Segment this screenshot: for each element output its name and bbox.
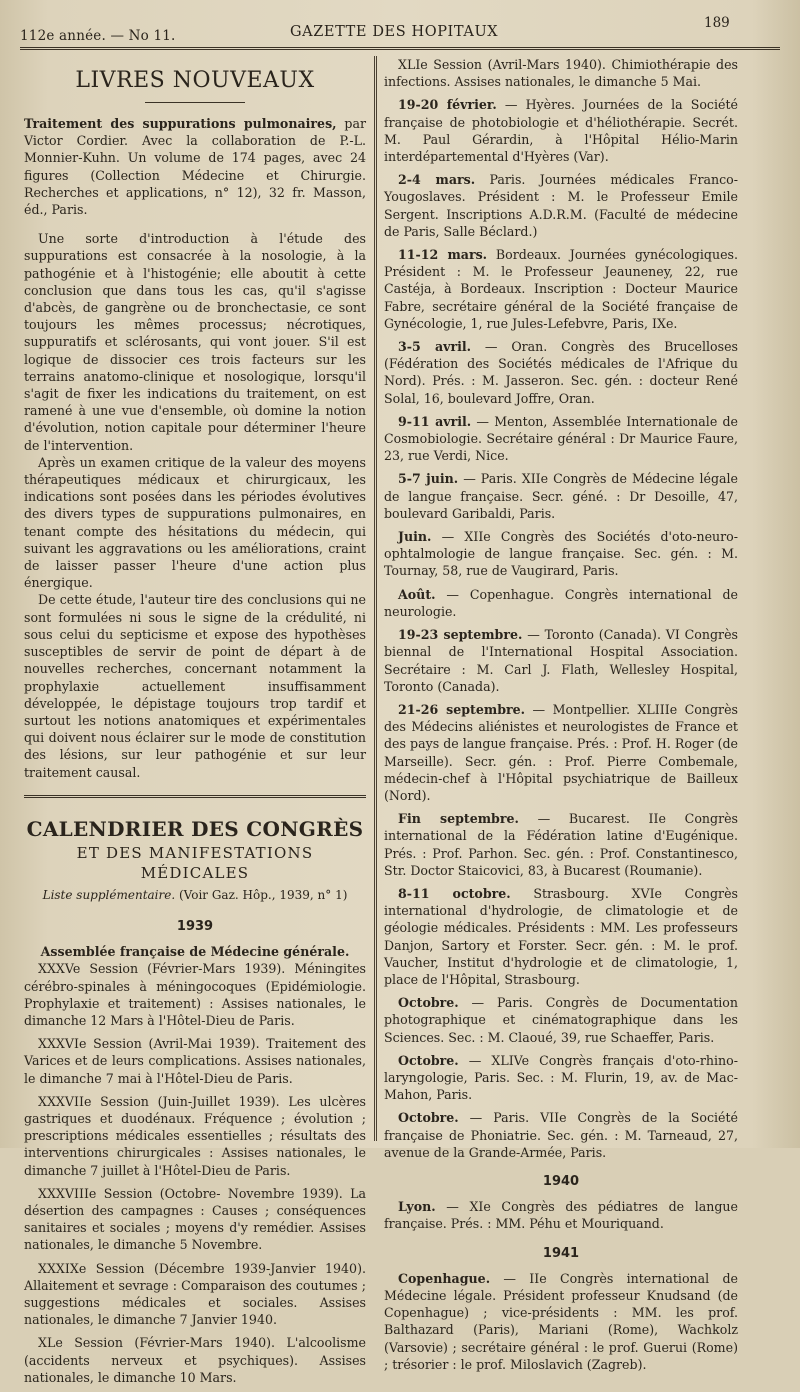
session-entry: XXXVIIe Session (Juin-Juillet 1939). Les ulcères gastriques et duodénaux. Fréquence ; évolution ; prescriptions médicales essentielles ; résultats des interventions chirurgicales : Assises nationales, le dimanche 7 juillet à l'Hôtel-Dieu de Paris.: [24, 1093, 366, 1178]
section-rule: [24, 795, 366, 801]
event-entry: 9-11 avril. — Menton, Assemblée Internationale de Cosmobiologie. Secrétaire général : Dr Maurice Faure, 23, rue Verdi, Nice.: [384, 413, 739, 464]
session-entry: XXXVIIIe Session (Octobre- Novembre 1939). La désertion des campagnes : Causes ; conséquences sanitaires et sociales ; moyens d'y remédier. Assises nationales, le dimanche 5 Novembre.: [24, 1185, 366, 1253]
year-heading: 1939: [176, 918, 214, 934]
event-entry: 19-20 février. — Hyères. Journées de la Société française de photobiologie et d'héliothérapie. Secrét. M. Paul Gérardin, à l'Hôpital Hélio-Marin interdépartemental d'Hyères (Var).: [384, 97, 738, 165]
event-entry: Octobre. — XLIVe Congrès français d'oto-rhino-laryngologie, Paris. Sec. : M. Flurin, 19, av. de Mac-Mahon, Paris.: [384, 1052, 738, 1103]
event-entry: Copenhague. — IIe Congrès international de Médecine légale. Président professeur Knudsand (de Copenhague) ; vice-présidents : MM. les prof. Balthazard (Paris), Mariani (Rome), Wachkolz (Varsovie) ; secrétaire général : le prof. Guerui (Rome) ; trésorier : le prof. Miloslavich (Zagreb).: [384, 1270, 738, 1372]
left-column: [24, 58, 366, 1392]
event-entry: 3-5 avril. — Oran. Congrès des Brucelloses (Fédération des Sociétés médicales de l'Afrique du Nord). Prés. : M. Jasseron. Sec. gén. : docteur René Solal, 16, boulevard Joffre, Oran.: [384, 339, 739, 406]
column-divider: [374, 56, 377, 1141]
event-entry: 5-7 juin. — Paris. XIIe Congrès de Médecine légale de langue française. Secr. géné. : Dr Desoille, 47, boulevard Garibaldi, Paris.: [384, 471, 738, 521]
events-1939-list: [384, 96, 738, 1161]
books-section-title: LIVRES NOUVEAUX: [75, 68, 315, 93]
year-heading: 1940: [542, 1173, 580, 1189]
review-paragraph: Après un examen critique de la valeur des moyens thérapeutiques médicaux et chirurgicaux, les indications sont posées dans les périodes évolutives des divers types de suppurations pulmonaires, en tenant compte des hésitations du médecin, qui suivant les aggravations ou les améliorations, craint de laisser passer l'heure d'une action plus énergique.: [24, 454, 366, 591]
session-entry: XXXIXe Session (Décembre 1939-Janvier 1940). Allaitement et sevrage : Comparaison des coutumes ; suggestions médicales et sociales. Assises nationales, le dimanche 7 Janvier 1940.: [24, 1260, 366, 1328]
header-rule: [20, 47, 780, 53]
event-entry: Octobre. — Paris. VIIe Congrès de la Société française de Phoniatrie. Sec. gén. : M. Tarneaud, 27, avenue de la Grande-Armée, Paris.: [384, 1110, 738, 1160]
session-entry: XLe Session (Février-Mars 1940). L'alcoolisme (accidents nerveux et psychiques). Assises nationales, le dimanche 10 Mars.: [24, 1335, 366, 1385]
title-rule: [145, 102, 245, 103]
event-entry: Juin. — XIIe Congrès des Sociétés d'oto-neuro-ophtalmologie de langue française. Sec. gén. : M. Tournay, 58, rue de Vaugirard, Paris.: [384, 529, 738, 579]
event-entry: 11-12 mars. Bordeaux. Journées gynécologiques. Président : M. le Professeur Jeauneney, 22, rue Castéja, à Bordeaux. Inscription : Docteur Maurice Fabre, secrétaire général de la Société française de Gynécologie, 1, rue Jules-Lefebvre, Paris, IXe.: [384, 247, 738, 331]
session-entry: XXXVIe Session (Avril-Mai 1939). Traitement des Varices et de leurs complications. Assises nationales, le dimanche 7 mai à l'Hôtel-Dieu de Paris.: [24, 1036, 366, 1086]
review-paragraph: Une sorte d'introduction à l'étude des suppurations est consacrée à la nosologie, à la pathogénie et à l'histogénie; elle aboutit à cette conclusion que dans tous les cas, qu'il s'agisse d'abcès, de gangrène ou de bronchectasie, ce sont toujours les mêmes processus; nécrotiques, suppuratifs et sclérosants, qui vont jouer. S'il est logique de dissocier ces trois facteurs sur les terrains anatomo-clinique et nosologique, lorsqu'il s'agit de fixer les indications du traitement, on est ramené à une vue d'ensemble, où domine la notion d'évolution, notion capitale pour déterminer l'heure de l'intervention.: [24, 231, 366, 453]
page-number: 189: [704, 15, 730, 31]
assembly-heading: Assemblée française de Médecine générale.: [40, 944, 350, 960]
event-entry: 21-26 septembre. — Montpellier. XLIIIe Congrès des Médecins aliénistes et neurologistes de France et des pays de langue française. Prés. : Prof. H. Roger (de Marseille). Secr. gén. : Prof. Pierre Combemale, médecin-chef à l'Hôpital psychiatrique de Bailleux (Nord).: [384, 701, 738, 803]
event-entry: 19-23 septembre. — Toronto (Canada). VI Congrès biennal de l'International Hospital Association. Secrétaire : M. Carl J. Flath, Wellesley Hospital, Toronto (Canada).: [384, 627, 738, 694]
session-entry: XLIe Session (Avril-Mars 1940). Chimiothérapie des infections. Assises nationales, le dimanche 5 Mai.: [384, 57, 738, 90]
review-paragraph: De cette étude, l'auteur tire des conclusions qui ne sont formulées ni sous le signe de la crédulité, ni sous celui du septicisme et expose des hypothèses susceptibles de servir de point de départ à de nouvelles recherches, concernant notamment la prophylaxie actuellement insuffisamment développée, le dépistage toujours trop tardif et surtout les notions anatomiques et expérimentales qui doivent nous éclairer sur le mode de constitution des lésions, sur leur pathogénie et sur leur traitement causal.: [24, 592, 366, 780]
right-column: [384, 56, 738, 1379]
book-citation: par Victor Cordier. Avec la collaboration de P.-L. Monnier-Kuhn. Un volume de 174 pages, avec 24 figures (Collection Médecine et Chirurgie. Recherches et applications, n° 12), 32 fr. Masson, éd., Paris.: [24, 116, 366, 218]
event-entry: 8-11 octobre. Strasbourg. XVIe Congrès international d'hydrologie, de climatologie et de géologie médicales. Présidents : MM. Les professeurs Danjon, Sartory et Forster. Secr. gén. : M. le prof. Vaucher, Institut d'hydrologie et de climatologie, 1, place de l'Hôpital, Strasbourg.: [384, 885, 738, 987]
session-entry: XXXVe Session (Février-Mars 1939). Méningites cérébro-spinales à méningocoques (Epidémiologie. Prophylaxie et traitement) : Assises nationales, le dimanche 12 Mars à l'Hôtel-Dieu de Paris.: [24, 961, 366, 1028]
calendar-note-label: Liste supplémentaire.: [42, 887, 176, 902]
issue-number: 112e année. — No 11.: [20, 28, 176, 44]
event-entry: Fin septembre. — Bucarest. IIe Congrès international de la Fédération latine d'Eugénique. Prés. : Prof. Parhon. Sec. gén. : Prof. Constantinesco, Str. Doctor Staicovici, 83, à Bucarest (Roumanie).: [384, 811, 739, 878]
event-entry: Août. — Copenhague. Congrès international de neurologie.: [384, 586, 738, 619]
event-entry: 2-4 mars. Paris. Journées médicales Franco-Yougoslaves. Président : M. le Professeur Emile Sergent. Inscriptions A.D.R.M. (Faculté de médecine de Paris, Salle Béclard.): [384, 172, 739, 239]
calendar-note: [24, 887, 366, 904]
calendar-subtitle: ET DES MANIFESTATIONS MÉDICALES: [76, 843, 314, 882]
year-heading: 1941: [542, 1245, 580, 1261]
book-entry: [24, 115, 366, 218]
calendar-title: CALENDRIER DES CONGRÈS: [26, 816, 364, 841]
book-title: Traitement des suppurations pulmonaires,: [24, 116, 337, 131]
calendar-note-ref: (Voir Gaz. Hôp., 1939, n° 1): [175, 887, 348, 902]
event-entry: Octobre. — Paris. Congrès de Documentation photographique et cinématographique dans les Sciences. Sec. : M. Claoué, 39, rue Schaeffer, Paris.: [384, 995, 738, 1045]
page-header: [0, 0, 800, 50]
newspaper-title: GAZETTE DES HOPITAUX: [290, 24, 499, 40]
event-entry: Lyon. — XIe Congrès des pédiatres de langue française. Prés. : MM. Péhu et Mouriquand.: [384, 1199, 738, 1232]
